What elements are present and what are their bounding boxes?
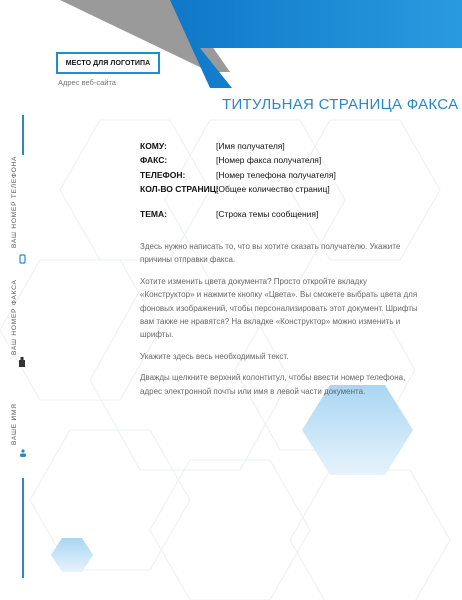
body-paragraph: Укажите здесь весь необходимый текст. (140, 351, 289, 361)
body-paragraph: Здесь нужно написать то, что вы хотите сказать получателю. Укажите причины отправки факса. (140, 242, 401, 265)
logo-placeholder-text: МЕСТО ДЛЯ ЛОГОТИПА (65, 59, 151, 67)
field-label: КОЛ-ВО СТРАНИЦ: (140, 184, 219, 194)
page-title: ТИТУЛЬНАЯ СТРАНИЦА ФАКСА (222, 96, 459, 113)
field-label: ТЕМА: (140, 209, 167, 219)
person-icon (20, 449, 26, 457)
header-blue-band (170, 0, 462, 88)
field-value[interactable]: [Общее количество страниц] (216, 184, 330, 194)
field-value[interactable]: [Номер факса получателя] (216, 155, 322, 165)
decor-hexagon-small (51, 538, 93, 572)
field-value[interactable]: [Имя получателя] (216, 141, 285, 151)
field-label: КОМУ: (140, 141, 167, 151)
website-text: Адрес веб-сайта (58, 78, 116, 87)
sidebar-phone-text: ВАШ НОМЕР ТЕЛЕФОНА (11, 155, 18, 248)
phone-icon (20, 255, 25, 263)
sidebar-line-top (22, 115, 24, 155)
sidebar-line-bottom (22, 478, 24, 578)
field-value[interactable]: [Номер телефона получателя] (216, 170, 336, 180)
body-paragraph: Дважды щелкните верхний колонтитул, чтобы ввести номер телефона, адрес электронной почты или имя в левой части документа. (140, 373, 406, 396)
field-label: ТЕЛЕФОН: (140, 170, 186, 180)
sidebar-fax-text: ВАШ НОМЕР ФАКСА (11, 279, 18, 355)
message-body[interactable] (140, 240, 420, 406)
fax-icon (19, 357, 25, 367)
sidebar-name-text: ВАШЕ ИМЯ (11, 403, 18, 445)
field-value[interactable]: [Строка темы сообщения] (216, 209, 319, 219)
body-paragraph: Хотите изменить цвета документа? Просто откройте вкладку «Конструктор» и нажмите кнопку «Цвета». Вы сможете выбрать цвета для фоновых изображений, чтобы персонализировать этот документ. Шрифты вам также не нравятся? На вкладке «Конструктор» можно изменить и шрифты. (140, 276, 418, 340)
logo-placeholder-box[interactable] (56, 52, 160, 74)
field-label: ФАКС: (140, 155, 168, 165)
